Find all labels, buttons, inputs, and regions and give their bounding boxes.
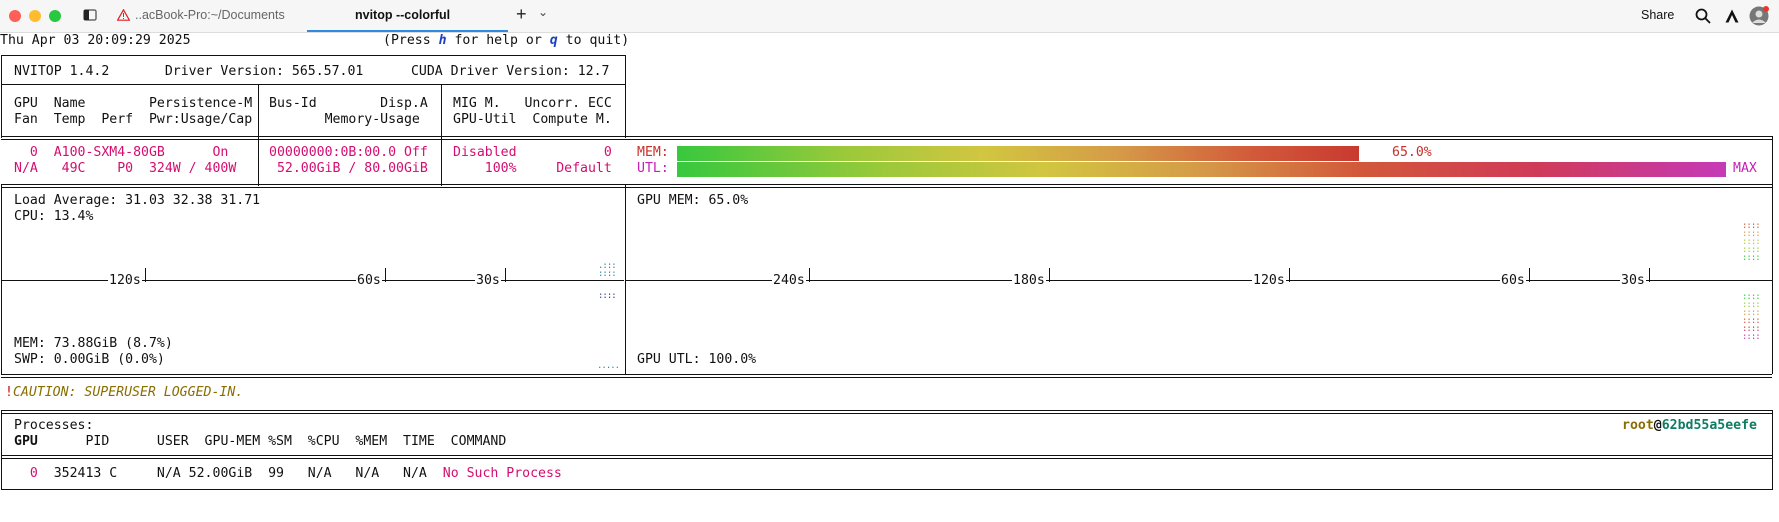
- tab-menu-chevron-icon[interactable]: ⌄: [538, 5, 549, 19]
- gpu-tick-180s: 180s: [1013, 273, 1045, 288]
- active-tab-indicator: [307, 30, 508, 32]
- swap-usage: SWP: 0.00GiB (0.0%): [14, 352, 165, 367]
- caution-text: CAUTION: SUPERUSER LOGGED-IN.: [12, 385, 244, 400]
- new-tab-button[interactable]: +: [516, 4, 527, 24]
- gpu-utl-history-label: GPU UTL: 100.0%: [637, 352, 757, 367]
- version-row: NVITOP 1.4.2 Driver Version: 565.57.01 CUDA Driver Version: 12.7: [14, 64, 610, 79]
- host-mem-usage: MEM: 73.88GiB (8.7%): [14, 336, 173, 351]
- gpu-mem-sparkline: :::: :::: :::: :::: ::::: [1742, 221, 1760, 263]
- processes-header: [14, 434, 506, 449]
- cpu-sparkline: .::: ::::: [598, 261, 616, 279]
- tab-nvitop[interactable]: [307, 0, 508, 32]
- help-hint: (Press h for help or q to quit): [383, 33, 630, 48]
- tab-title: ..acBook-Pro:~/Documents: [135, 8, 285, 22]
- gpu-util-cell: 100% Default: [453, 161, 612, 176]
- process-command: No Such Process: [442, 466, 562, 481]
- utl-bar-label: UTL:: [637, 161, 669, 176]
- share-button[interactable]: Share: [1641, 8, 1675, 22]
- avatar[interactable]: [1749, 6, 1769, 29]
- gpu-tick-30s: 30s: [1621, 273, 1645, 288]
- gpu-name-cell: 0 A100-SXM4-80GB On: [14, 145, 229, 160]
- col-header-gpu-util: GPU-Util Compute M.: [453, 112, 612, 127]
- gpu-mem-history-label: GPU MEM: 65.0%: [637, 193, 749, 208]
- caution-banner: [5, 385, 243, 400]
- cpu-usage: CPU: 13.4%: [14, 209, 94, 224]
- col-header-fan-temp: Fan Temp Perf Pwr:Usage/Cap: [14, 112, 253, 127]
- gpu-util-bar: [677, 162, 1726, 177]
- memory-usage-cell: 52.00GiB / 80.00GiB: [269, 161, 428, 176]
- warning-icon: [117, 9, 130, 24]
- host-tick-60s: 60s: [357, 273, 381, 288]
- host-tick-120s: 120s: [109, 273, 141, 288]
- process-columns: PID USER GPU-MEM %SM %CPU %MEM TIME COMMAND: [37, 434, 507, 449]
- gpu-tick-240s: 240s: [773, 273, 805, 288]
- datetime: Thu Apr 03 20:09:29 2025: [0, 33, 191, 48]
- user-host: root@62bd55a5eefe: [1622, 418, 1757, 433]
- gpu-tick-120s: 120s: [1253, 273, 1285, 288]
- col-header-gpu-name: GPU Name Persistence-M: [14, 96, 253, 111]
- host-tick-30s: 30s: [476, 273, 500, 288]
- mig-ecc-cell: Disabled 0: [453, 145, 612, 160]
- tab-title: nvitop --colorful: [355, 8, 451, 22]
- gpu-utl-sparkline: :::: :::: :::: :::: :::: ::::: [1742, 292, 1760, 342]
- load-average: Load Average: 31.03 32.38 31.71: [14, 193, 261, 208]
- tab-documents[interactable]: [112, 0, 302, 32]
- gpu-fan-temp-cell: N/A 49C P0 324W / 400W: [14, 161, 237, 176]
- col-gpu: GPU: [14, 434, 38, 449]
- col-header-mig: MIG M. Uncorr. ECC: [453, 96, 612, 111]
- help-key: h: [438, 33, 447, 48]
- process-gpu-index: 0: [14, 466, 38, 481]
- zoom-window-button[interactable]: [49, 10, 61, 22]
- bus-id-cell: 00000000:0B:00.0 Off: [269, 145, 428, 160]
- swap-sparkline: .....: [597, 361, 620, 371]
- col-header-memory-usage: Memory-Usage: [269, 112, 420, 127]
- close-window-button[interactable]: [9, 10, 21, 22]
- quit-key: q: [549, 33, 558, 48]
- minimize-window-button[interactable]: [29, 10, 41, 22]
- process-fields: 352413 C N/A 52.00GiB 99 N/A N/A N/A: [37, 466, 443, 481]
- mem-percent: 65.0%: [1392, 145, 1432, 160]
- sidebar-toggle-icon[interactable]: [83, 9, 97, 24]
- caution-mark: !: [5, 385, 13, 400]
- table-row[interactable]: [14, 466, 562, 481]
- app-logo-icon[interactable]: [1725, 9, 1739, 26]
- search-icon[interactable]: [1695, 8, 1711, 27]
- gpu-tick-60s: 60s: [1501, 273, 1525, 288]
- mem-sparkline: ::::: [598, 291, 616, 301]
- col-header-bus-id: Bus-Id Disp.A: [269, 96, 428, 111]
- processes-title: Processes:: [14, 418, 94, 433]
- window-titlebar: [0, 0, 1779, 33]
- utl-max: MAX: [1733, 161, 1757, 176]
- mem-usage-bar: [677, 146, 1726, 161]
- mem-bar-label: MEM:: [637, 145, 669, 160]
